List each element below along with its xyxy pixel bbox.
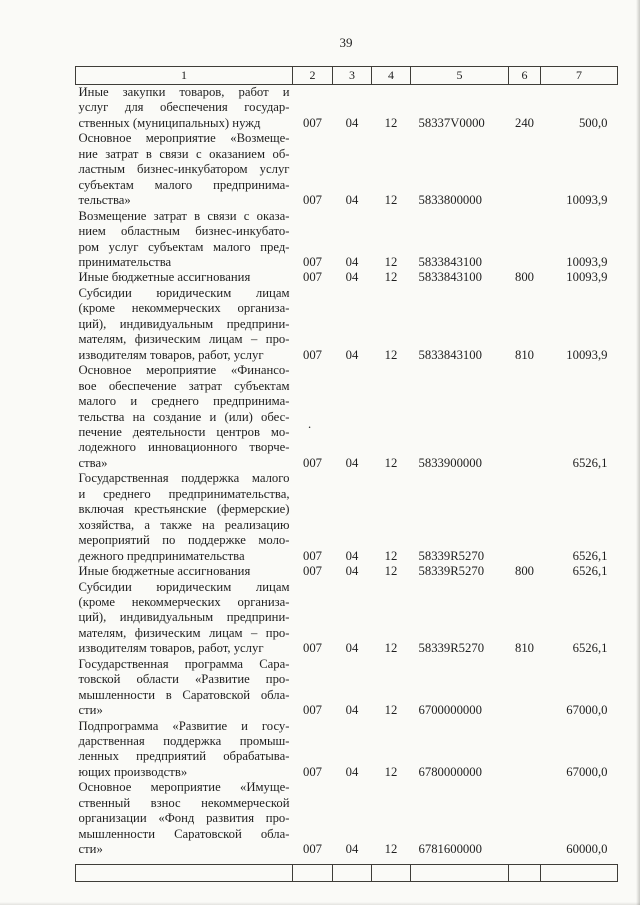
- row-description: [76, 85, 293, 132]
- cell-grbs: 007: [302, 703, 323, 718]
- table-row: [76, 209, 618, 271]
- cell-amount: 67000,0: [566, 703, 608, 718]
- cell-amount: 10093,9: [566, 347, 608, 362]
- cell-section: 04: [345, 270, 359, 285]
- row-description: [76, 580, 293, 657]
- page-number: 39: [339, 35, 353, 50]
- cell-target: 58339R5270: [418, 641, 485, 656]
- description-line: мероприятий по поддержке моло-: [78, 533, 290, 548]
- description-line: ние затрат в связи с оказанием об-: [78, 146, 290, 161]
- description-line: мышленности Саратовской обла-: [78, 826, 290, 841]
- cell-target: 6781600000: [418, 842, 482, 857]
- cell-target: 58339R5270: [418, 564, 485, 579]
- cell-subsection: 12: [384, 455, 398, 470]
- cell-target: 5833843100: [418, 270, 482, 285]
- description-line: сти»: [78, 842, 103, 857]
- description-line: вое обеспечение затрат субъектам: [78, 378, 290, 393]
- cell-target: 58337V0000: [418, 115, 485, 130]
- cell-amount: 10093,9: [566, 270, 608, 285]
- scan-artifact-dot: .: [308, 417, 312, 431]
- description-line: мателям, физическим лицам – про-: [78, 332, 290, 347]
- header-cell-grbs: 2: [293, 67, 333, 85]
- cell-grbs: 007: [302, 564, 323, 579]
- description-line: Возмещение затрат в связи с оказа-: [78, 208, 290, 223]
- row-description: [76, 719, 293, 781]
- description-line: печение деятельности центров мо-: [78, 424, 290, 439]
- description-line: лодежного инновационного творче-: [78, 440, 290, 455]
- cell-target: 58339R5270: [418, 548, 485, 563]
- description-line: Иные бюджетные ассигнования: [78, 564, 251, 579]
- cell-amount: 10093,9: [566, 193, 608, 208]
- table-header-row: [76, 67, 618, 85]
- description-line: Иные бюджетные ассигнования: [78, 270, 251, 285]
- header-cell-amount: 7: [541, 67, 618, 85]
- table-header: [76, 67, 618, 85]
- row-description: [76, 780, 293, 857]
- description-line: изводителям товаров, работ, услуг: [78, 347, 264, 362]
- row-description: [76, 564, 293, 579]
- cell-vr: 810: [514, 641, 535, 656]
- description-line: ром услуг субъектам малого пред-: [78, 239, 290, 254]
- cell-section: 04: [345, 564, 359, 579]
- bottom-empty-cell: [76, 864, 293, 881]
- cell-subsection: 12: [384, 764, 398, 779]
- cell-amount: 6526,1: [572, 455, 608, 470]
- table-row: [76, 657, 618, 719]
- cell-vr: 800: [514, 564, 535, 579]
- description-line: ющих производств»: [78, 764, 188, 779]
- cell-section: 04: [345, 347, 359, 362]
- cell-section: 04: [345, 254, 359, 269]
- cell-section: 04: [345, 703, 359, 718]
- description-line: мателям, физическим лицам – про-: [78, 625, 290, 640]
- description-line: ственный взнос некоммерческой: [78, 795, 290, 810]
- cell-target: 5833843100: [418, 254, 482, 269]
- table-bottom-rule: [75, 864, 618, 882]
- bottom-empty-cell: [372, 864, 411, 881]
- description-line: товской области «Развитие про-: [78, 672, 290, 687]
- cell-vr: 240: [514, 115, 535, 130]
- row-description: [76, 209, 293, 271]
- row-description: [76, 363, 293, 471]
- cell-amount: 500,0: [578, 115, 608, 130]
- row-description: [76, 131, 293, 208]
- cell-section: 04: [345, 455, 359, 470]
- description-line: Государственная поддержка малого: [78, 471, 290, 486]
- table-row: [76, 471, 618, 564]
- description-line: ленных предприятий обрабатыва-: [78, 749, 290, 764]
- description-line: субъектам малого предпринима-: [78, 177, 290, 192]
- table-row: [76, 131, 618, 208]
- cell-subsection: 12: [384, 564, 398, 579]
- table-row: [76, 780, 618, 857]
- bottom-empty-cell: [293, 864, 333, 881]
- cell-amount: 10093,9: [566, 254, 608, 269]
- description-line: Основное мероприятие «Финансо-: [78, 363, 290, 378]
- table-row: [76, 286, 618, 363]
- cell-target: 6700000000: [418, 703, 482, 718]
- description-line: услуг для обеспечения государ-: [78, 100, 290, 115]
- description-line: Государственная программа Сара-: [78, 656, 290, 671]
- row-description: [76, 471, 293, 564]
- description-line: Иные закупки товаров, работ и: [78, 85, 290, 99]
- cell-amount: 6526,1: [572, 548, 608, 563]
- header-cell-name: 1: [76, 67, 293, 85]
- bottom-empty-row: [76, 864, 618, 881]
- description-line: ства»: [78, 455, 108, 470]
- row-description: [76, 286, 293, 363]
- cell-vr: [509, 780, 541, 857]
- description-line: включая крестьянские (фермерские): [78, 502, 290, 517]
- row-description: [76, 657, 293, 719]
- description-line: тельства на создание и (или) обес-: [78, 409, 290, 424]
- cell-section: 04: [345, 115, 359, 130]
- bottom-empty-cell: [509, 864, 541, 881]
- header-cell-target-article: 5: [411, 67, 509, 85]
- description-line: Основное мероприятие «Имуще-: [78, 780, 290, 795]
- description-line: Основное мероприятие «Возмеще-: [78, 131, 290, 146]
- cell-amount: 67000,0: [566, 764, 608, 779]
- description-line: тельства»: [78, 193, 131, 208]
- table-row: [76, 719, 618, 781]
- description-line: и среднего предпринимательства,: [78, 486, 290, 501]
- cell-amount: 60000,0: [566, 842, 608, 857]
- cell-subsection: 12: [384, 347, 398, 362]
- description-line: изводителям товаров, работ, услуг: [78, 641, 264, 656]
- table-row: [76, 363, 618, 471]
- description-line: Субсидии юридическим лицам: [78, 579, 290, 594]
- description-line: Подпрограмма «Развитие и госу-: [78, 718, 290, 733]
- cell-subsection: 12: [384, 548, 398, 563]
- budget-table: [75, 66, 617, 882]
- cell-amount: 6526,1: [572, 641, 608, 656]
- cell-grbs: 007: [302, 455, 323, 470]
- cell-vr: [509, 209, 541, 271]
- cell-section: 04: [345, 764, 359, 779]
- row-description: [76, 270, 293, 285]
- cell-grbs: 007: [302, 270, 323, 285]
- bottom-empty-cell: [541, 864, 618, 881]
- description-line: ций), индивидуальным предприни-: [78, 610, 290, 625]
- cell-target: 5833800000: [418, 193, 482, 208]
- cell-subsection: 12: [384, 842, 398, 857]
- description-line: ственных (муниципальных) нужд: [78, 115, 261, 130]
- cell-grbs: 007: [302, 548, 323, 563]
- cell-subsection: 12: [384, 270, 398, 285]
- cell-section: 04: [345, 641, 359, 656]
- table-row: [76, 564, 618, 579]
- cell-subsection: 12: [384, 193, 398, 208]
- description-line: мышленности в Саратовской обла-: [78, 687, 290, 702]
- description-line: хозяйства, а также на реализацию: [78, 517, 290, 532]
- cell-subsection: 12: [384, 254, 398, 269]
- cell-subsection: 12: [384, 703, 398, 718]
- cell-vr: [509, 471, 541, 564]
- cell-vr: [509, 657, 541, 719]
- cell-grbs: 007: [302, 254, 323, 269]
- description-line: принимательства: [78, 254, 172, 269]
- description-line: ластным бизнес-инкубатором услуг: [78, 162, 290, 177]
- description-line: малого и среднего предпринима-: [78, 394, 290, 409]
- header-cell-section: 3: [333, 67, 372, 85]
- budget-table-grid: [75, 66, 618, 858]
- description-line: дарственная поддержка промыш-: [78, 734, 290, 749]
- description-line: нием областным бизнес-инкубато-: [78, 224, 290, 239]
- cell-vr: 810: [514, 347, 535, 362]
- description-line: организации «Фонд развития про-: [78, 811, 290, 826]
- cell-grbs: 007: [302, 193, 323, 208]
- cell-vr: [509, 719, 541, 781]
- bottom-empty-cell: [333, 864, 372, 881]
- cell-subsection: 12: [384, 115, 398, 130]
- table-row: [76, 85, 618, 132]
- cell-grbs: 007: [302, 764, 323, 779]
- cell-target: 6780000000: [418, 764, 482, 779]
- cell-vr: [509, 363, 541, 471]
- cell-amount: 6526,1: [572, 564, 608, 579]
- cell-section: 04: [345, 193, 359, 208]
- header-cell-expense-type: 6: [509, 67, 541, 85]
- header-cell-subsection: 4: [372, 67, 411, 85]
- cell-subsection: 12: [384, 641, 398, 656]
- description-line: Субсидии юридическим лицам: [78, 285, 290, 300]
- cell-section: 04: [345, 842, 359, 857]
- table-row: [76, 580, 618, 657]
- table-body: [76, 85, 618, 858]
- cell-target: 5833900000: [418, 455, 482, 470]
- description-line: сти»: [78, 703, 103, 718]
- description-line: дежного предпринимательства: [78, 548, 245, 563]
- cell-grbs: 007: [302, 842, 323, 857]
- cell-vr: [509, 131, 541, 208]
- cell-grbs: 007: [302, 347, 323, 362]
- scan-edge-right: [636, 0, 640, 905]
- description-line: (кроме некоммерческих организа-: [78, 301, 290, 316]
- cell-vr: 800: [514, 270, 535, 285]
- description-line: (кроме некоммерческих организа-: [78, 594, 290, 609]
- cell-grbs: 007: [302, 641, 323, 656]
- table-row: [76, 270, 618, 285]
- cell-target: 5833843100: [418, 347, 482, 362]
- cell-grbs: 007: [302, 115, 323, 130]
- cell-section: 04: [345, 548, 359, 563]
- description-line: ций), индивидуальным предприни-: [78, 316, 290, 331]
- bottom-empty-cell: [411, 864, 509, 881]
